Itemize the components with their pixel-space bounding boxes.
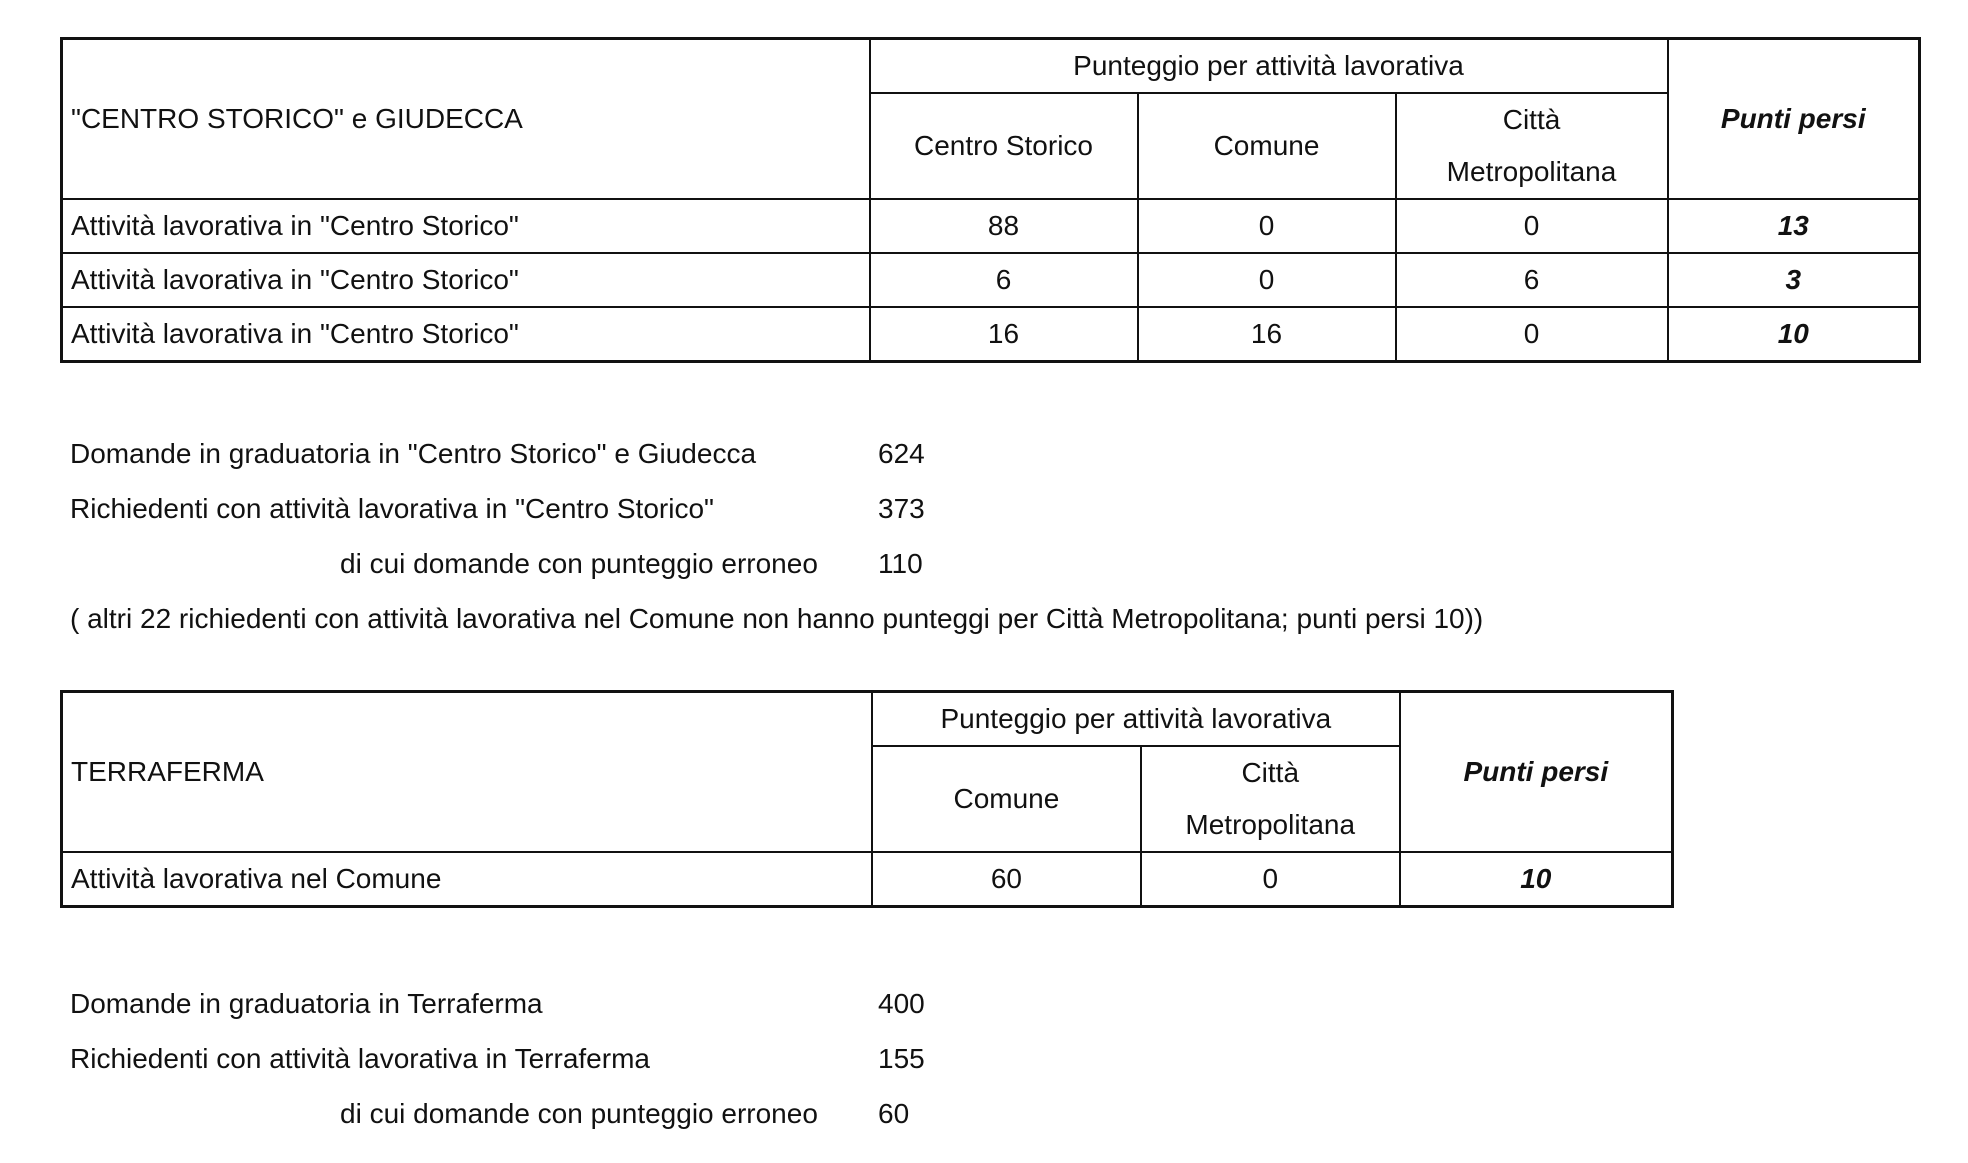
centro-storico-summary [70,426,1870,646]
cell-comune: 0 [1138,253,1396,307]
terraferma-table [60,690,1674,908]
domande-label: Domande in graduatoria in Terraferma [70,988,543,1019]
summary-row [70,426,1870,481]
cell-punti-persi: 10 [1668,307,1920,362]
centro-storico-table [60,37,1921,363]
domande-label: Domande in graduatoria in "Centro Storico" e Giudecca [70,438,757,469]
summary-row [70,1086,1870,1141]
cell-centro-storico: 88 [870,199,1138,253]
cell-citta-metropolitana: 0 [1396,199,1668,253]
col-header-citta: Città [1396,93,1668,146]
col-header-comune: Comune [1138,93,1396,199]
summary-row [70,1031,1870,1086]
summary-row [70,536,1870,591]
lost-points-header: Punti persi [1400,692,1673,853]
cell-citta-metropolitana: 0 [1141,852,1400,907]
lost-points-header: Punti persi [1668,39,1920,200]
col-header-comune: Comune [872,746,1141,852]
row-label: Attività lavorativa in "Centro Storico" [62,199,870,253]
row-label: Attività lavorativa in "Centro Storico" [62,253,870,307]
erroneo-value: 60 [878,1098,910,1129]
summary-row [70,481,1870,536]
row-label: Attività lavorativa nel Comune [62,852,873,907]
table-row [62,199,1920,253]
richiedenti-label: Richiedenti con attività lavorativa in "Centro Storico" [70,493,714,524]
domande-value: 624 [878,438,925,469]
cell-punti-persi: 3 [1668,253,1920,307]
row-label: Attività lavorativa in "Centro Storico" [62,307,870,362]
cell-comune: 16 [1138,307,1396,362]
col-header-citta: Città [1141,746,1400,799]
cell-centro-storico: 16 [870,307,1138,362]
summary-row [70,976,1870,1031]
col-header-metropolitana: Metropolitana [1396,146,1668,199]
col-header-metropolitana: Metropolitana [1141,799,1400,852]
erroneo-value: 110 [878,548,923,579]
richiedenti-value: 155 [878,1043,925,1074]
cell-punti-persi: 13 [1668,199,1920,253]
table-title: TERRAFERMA [62,692,873,853]
table-title: "CENTRO STORICO" e GIUDECCA [62,39,870,200]
terraferma-summary [70,976,1870,1141]
table-row [62,852,1673,907]
group-header: Punteggio per attività lavorativa [870,39,1668,94]
table-row [62,253,1920,307]
cell-punti-persi: 10 [1400,852,1673,907]
erroneo-label: di cui domande con punteggio erroneo [340,548,818,579]
cell-comune: 0 [1138,199,1396,253]
cell-citta-metropolitana: 0 [1396,307,1668,362]
group-header: Punteggio per attività lavorativa [872,692,1400,747]
table-row [62,307,1920,362]
cell-centro-storico: 6 [870,253,1138,307]
erroneo-label: di cui domande con punteggio erroneo [340,1098,818,1129]
summary-note-row [70,591,1870,646]
summary-note: ( altri 22 richiedenti con attività lavorativa nel Comune non hanno punteggi per Città Metropolitana; punti persi 10)) [70,603,1484,634]
cell-comune: 60 [872,852,1141,907]
cell-citta-metropolitana: 6 [1396,253,1668,307]
domande-value: 400 [878,988,925,1019]
richiedenti-value: 373 [878,493,925,524]
col-header-centro-storico: Centro Storico [870,93,1138,199]
richiedenti-label: Richiedenti con attività lavorativa in Terraferma [70,1043,650,1074]
